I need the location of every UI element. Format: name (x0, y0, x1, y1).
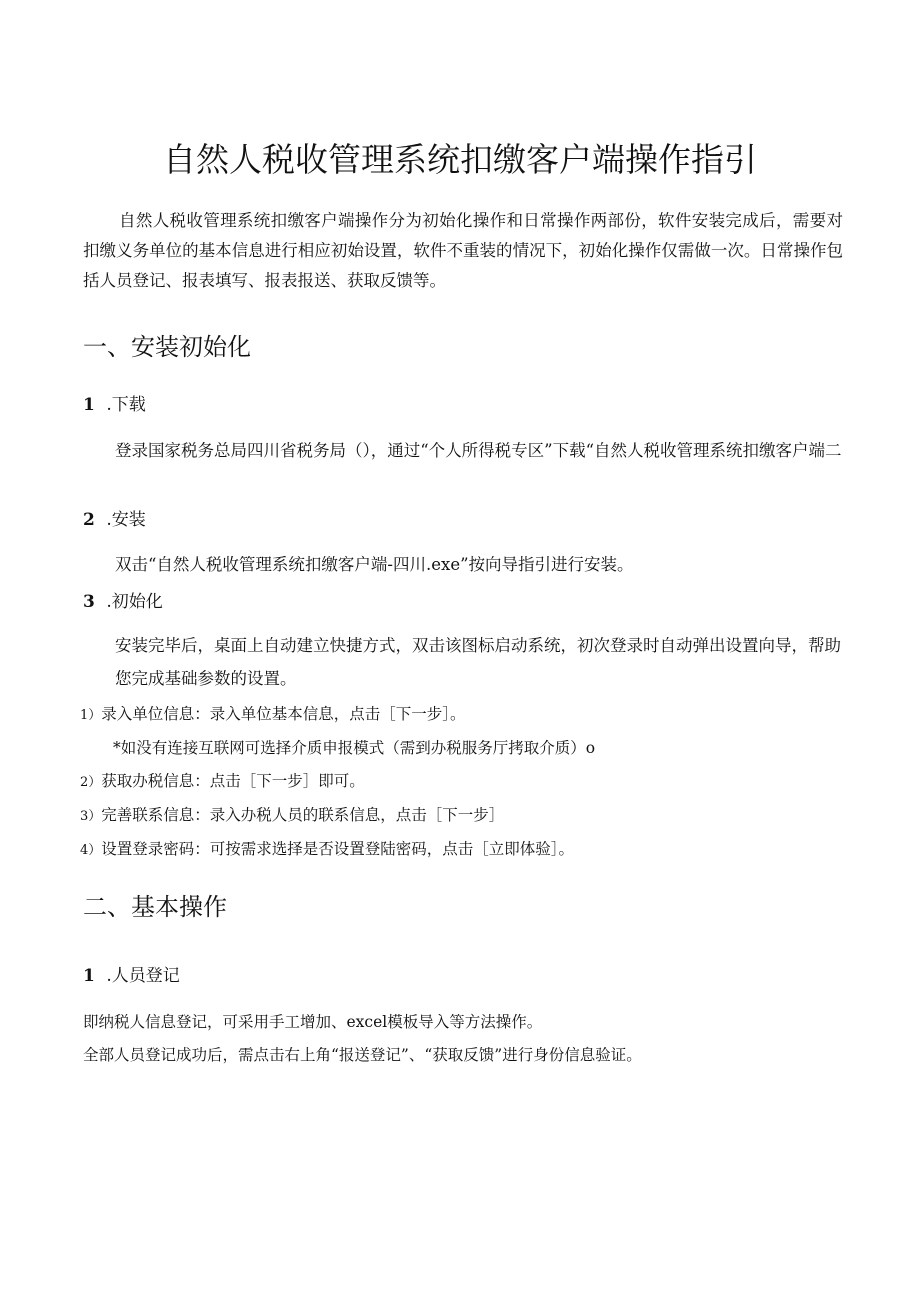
subheading-number: 1 (83, 966, 95, 986)
subheading-registration (83, 964, 180, 988)
subheading-label: .人员登记 (106, 966, 180, 986)
init-paragraph: 安装完毕后，桌面上自动建立快捷方式，双击该图标启动系统，初次登录时自动弹出设置向导，帮助您完成基础参数的设置。 (115, 636, 841, 688)
subheading-init (83, 590, 163, 614)
step-text: 获取办税信息：点击［下一步］即可。 (101, 772, 365, 790)
subheading-number: 3 (83, 592, 95, 612)
subheading-number: 2 (83, 510, 95, 530)
step-text: 录入单位信息：录入单位基本信息，点击［下一步］。 (101, 705, 466, 723)
subheading-number: 1 (83, 395, 95, 415)
step-note (113, 736, 595, 760)
install-paragraph: 双击“自然人税收管理系统扣缴客户端-四川.exe”按向导指引进行安装。 (115, 555, 634, 574)
step-text: *如没有连接互联网可选择介质申报模式（需到办税服务厅拷取介质）o (113, 739, 596, 757)
step-index: 1） (80, 708, 102, 723)
step-item (80, 803, 504, 829)
step-index: 4） (80, 843, 102, 858)
download-paragraph: 登录国家税务总局四川省税务局（），通过“个人所得税专区”下载“自然人税收管理系统扣缴客户端二 (115, 441, 842, 460)
step-text: 完善联系信息：录入办税人员的联系信息，点击［下一步］ (101, 806, 505, 824)
subheading-label: .安装 (106, 510, 146, 530)
section-heading-basic-ops: 二、基本操作 (83, 893, 227, 921)
intro-paragraph: 自然人税收管理系统扣缴客户端操作分为初始化操作和日常操作两部份，软件安装完成后，需要对扣缴义务单位的基本信息进行相应初始设置，软件不重装的情况下，初始化操作仅需做一次。日常操作包括人员登记、报表填写、报表报送、获取反馈等。 (83, 211, 843, 290)
page-title: 自然人税收管理系统扣缴客户端操作指引 (163, 140, 757, 179)
step-item (80, 769, 365, 795)
step-index: 2） (80, 775, 102, 790)
step-index: 3） (80, 809, 102, 824)
step-item (80, 702, 466, 728)
subheading-install (83, 508, 146, 532)
step-item (80, 837, 574, 863)
step-text: 设置登录密码：可按需求选择是否设置登陆密码，点击［立即体验］。 (101, 840, 575, 858)
subheading-label: .下载 (106, 395, 146, 415)
subheading-label: .初始化 (106, 592, 163, 612)
registration-line: 全部人员登记成功后，需点击右上角“报送登记”、“获取反馈”进行身份信息验证。 (83, 1046, 642, 1064)
registration-line: 即纳税人信息登记，可采用手工增加、excel模板导入等方法操作。 (83, 1013, 543, 1031)
subheading-download (83, 393, 146, 417)
section-heading-install: 一、安装初始化 (83, 333, 251, 361)
